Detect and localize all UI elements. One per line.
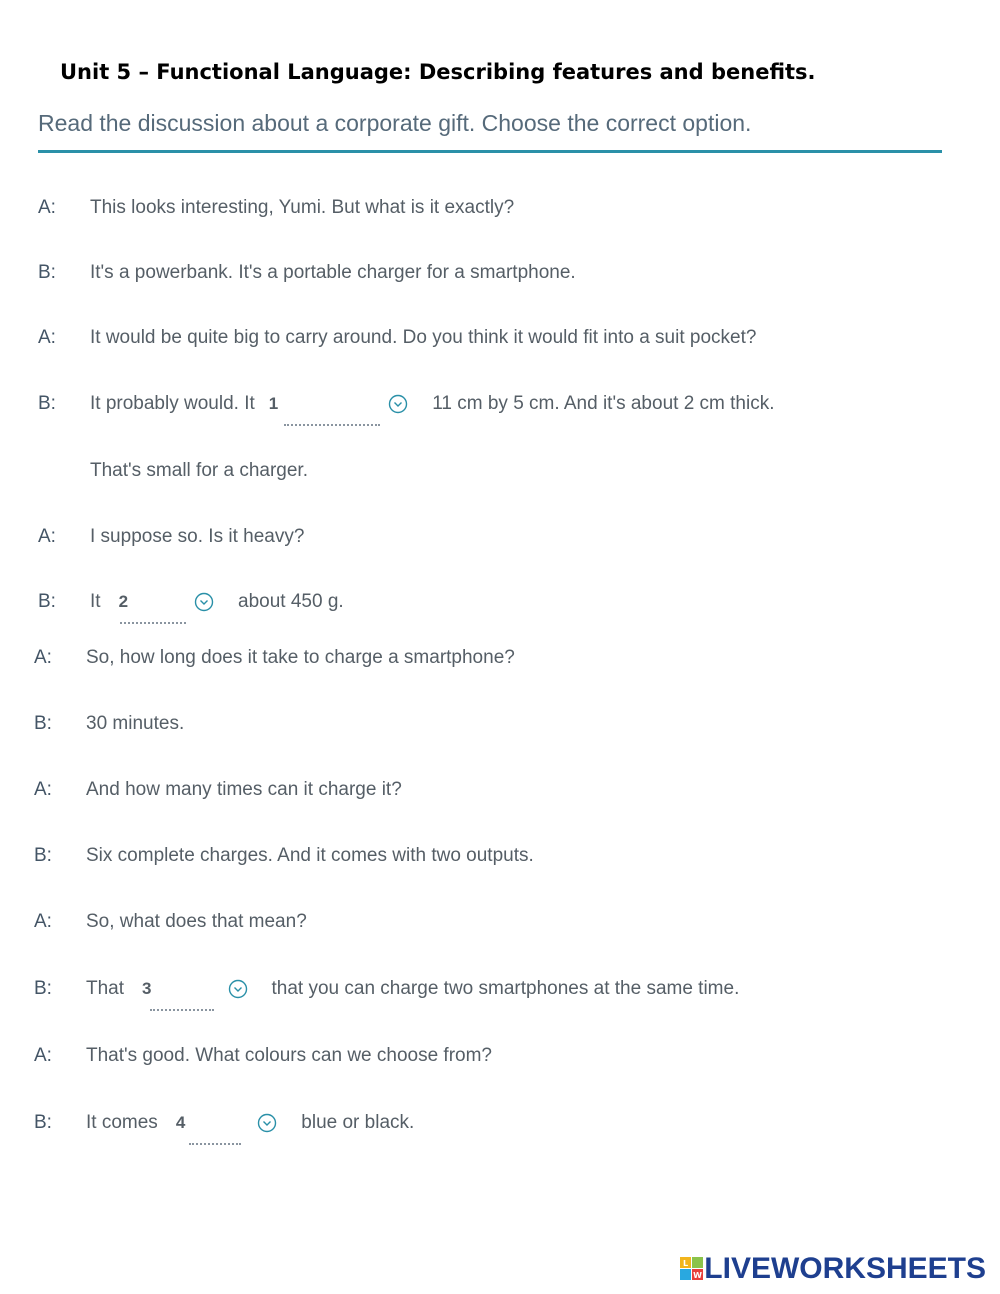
dialogue-line xyxy=(34,1041,492,1071)
speaker-label: A: xyxy=(34,647,52,668)
dialogue-text: So, how long does it take to charge a smartphone? xyxy=(86,647,515,668)
dialogue-text: 11 cm by 5 cm. And it's about 2 cm thick. xyxy=(432,393,775,414)
dialogue-text: Six complete charges. And it comes with two outputs. xyxy=(86,845,534,866)
svg-text:L: L xyxy=(683,1259,689,1268)
divider-rule xyxy=(38,150,942,153)
answer-dropdown-3[interactable] xyxy=(150,983,214,1011)
speaker-label: A: xyxy=(34,779,52,800)
dialogue-text: So, what does that mean? xyxy=(86,911,307,932)
speaker-label: B: xyxy=(34,1112,52,1133)
answer-dropdown-2[interactable] xyxy=(120,596,186,624)
dialogue-text: That's good. What colours can we choose from? xyxy=(86,1045,492,1066)
speaker-label: B: xyxy=(38,393,56,414)
speaker-label: B: xyxy=(34,713,52,734)
dialogue-text: It's a powerbank. It's a portable charger for a smartphone. xyxy=(90,262,576,283)
speaker-label: B: xyxy=(38,262,56,283)
speaker-label: A: xyxy=(34,1045,52,1066)
svg-text:W: W xyxy=(693,1271,703,1280)
liveworksheets-logo xyxy=(680,1252,986,1286)
dialogue-line xyxy=(34,709,184,739)
dialogue-line xyxy=(34,775,402,805)
speaker-label: A: xyxy=(38,526,56,547)
dialogue-text: That xyxy=(86,978,125,999)
dialogue-line xyxy=(34,841,534,871)
dialogue-line xyxy=(38,323,756,353)
chevron-down-icon[interactable] xyxy=(228,979,248,999)
speaker-label: B: xyxy=(38,591,56,612)
dialogue-text: It xyxy=(90,591,101,612)
gap-number: 4 xyxy=(175,1113,186,1132)
gap-number: 2 xyxy=(118,592,129,611)
logo-text: LIVEWORKSHEETS xyxy=(704,1252,986,1285)
dialogue-text: This looks interesting, Yumi. But what is it exactly? xyxy=(90,197,515,218)
dialogue-line xyxy=(34,974,739,1004)
speaker-label: B: xyxy=(34,845,52,866)
answer-dropdown-4[interactable] xyxy=(189,1117,241,1145)
answer-dropdown-1[interactable] xyxy=(284,398,380,426)
instruction-text: Read the discussion about a corporate gift. Choose the correct option. xyxy=(38,110,752,136)
dialogue-line xyxy=(38,389,775,419)
dialogue-line xyxy=(38,587,344,617)
dialogue-line xyxy=(34,1108,414,1138)
dialogue-line xyxy=(38,456,308,486)
dialogue-line xyxy=(38,193,514,223)
speaker-label: A: xyxy=(38,327,56,348)
dialogue-text: That's small for a charger. xyxy=(90,460,308,481)
logo-icon xyxy=(680,1257,704,1281)
worksheet-title: Unit 5 – Functional Language: Describing features and benefits. xyxy=(60,60,816,84)
dialogue-text: It comes xyxy=(86,1112,158,1133)
dialogue-text: 30 minutes. xyxy=(86,713,185,734)
dialogue-text: And how many times can it charge it? xyxy=(86,779,402,800)
chevron-down-icon[interactable] xyxy=(194,592,214,612)
gap-number: 3 xyxy=(142,979,152,998)
dialogue-line xyxy=(38,522,304,552)
gap-number: 1 xyxy=(268,394,279,413)
dialogue-text: It would be quite big to carry around. Do you think it would fit into a suit pocket? xyxy=(90,327,757,348)
speaker-label: B: xyxy=(34,978,52,999)
dialogue-text: It probably would. It xyxy=(90,393,255,414)
dialogue-text: I suppose so. Is it heavy? xyxy=(90,526,305,547)
chevron-down-icon[interactable] xyxy=(388,394,408,414)
dialogue-line xyxy=(34,643,515,673)
dialogue-text: that you can charge two smartphones at the same time. xyxy=(271,978,740,999)
chevron-down-icon[interactable] xyxy=(257,1113,277,1133)
dialogue-line xyxy=(38,258,576,288)
speaker-label: A: xyxy=(38,197,56,218)
dialogue-text: about 450 g. xyxy=(238,591,344,612)
dialogue-text: blue or black. xyxy=(301,1112,415,1133)
dialogue-line xyxy=(34,907,307,937)
speaker-label: A: xyxy=(34,911,52,932)
